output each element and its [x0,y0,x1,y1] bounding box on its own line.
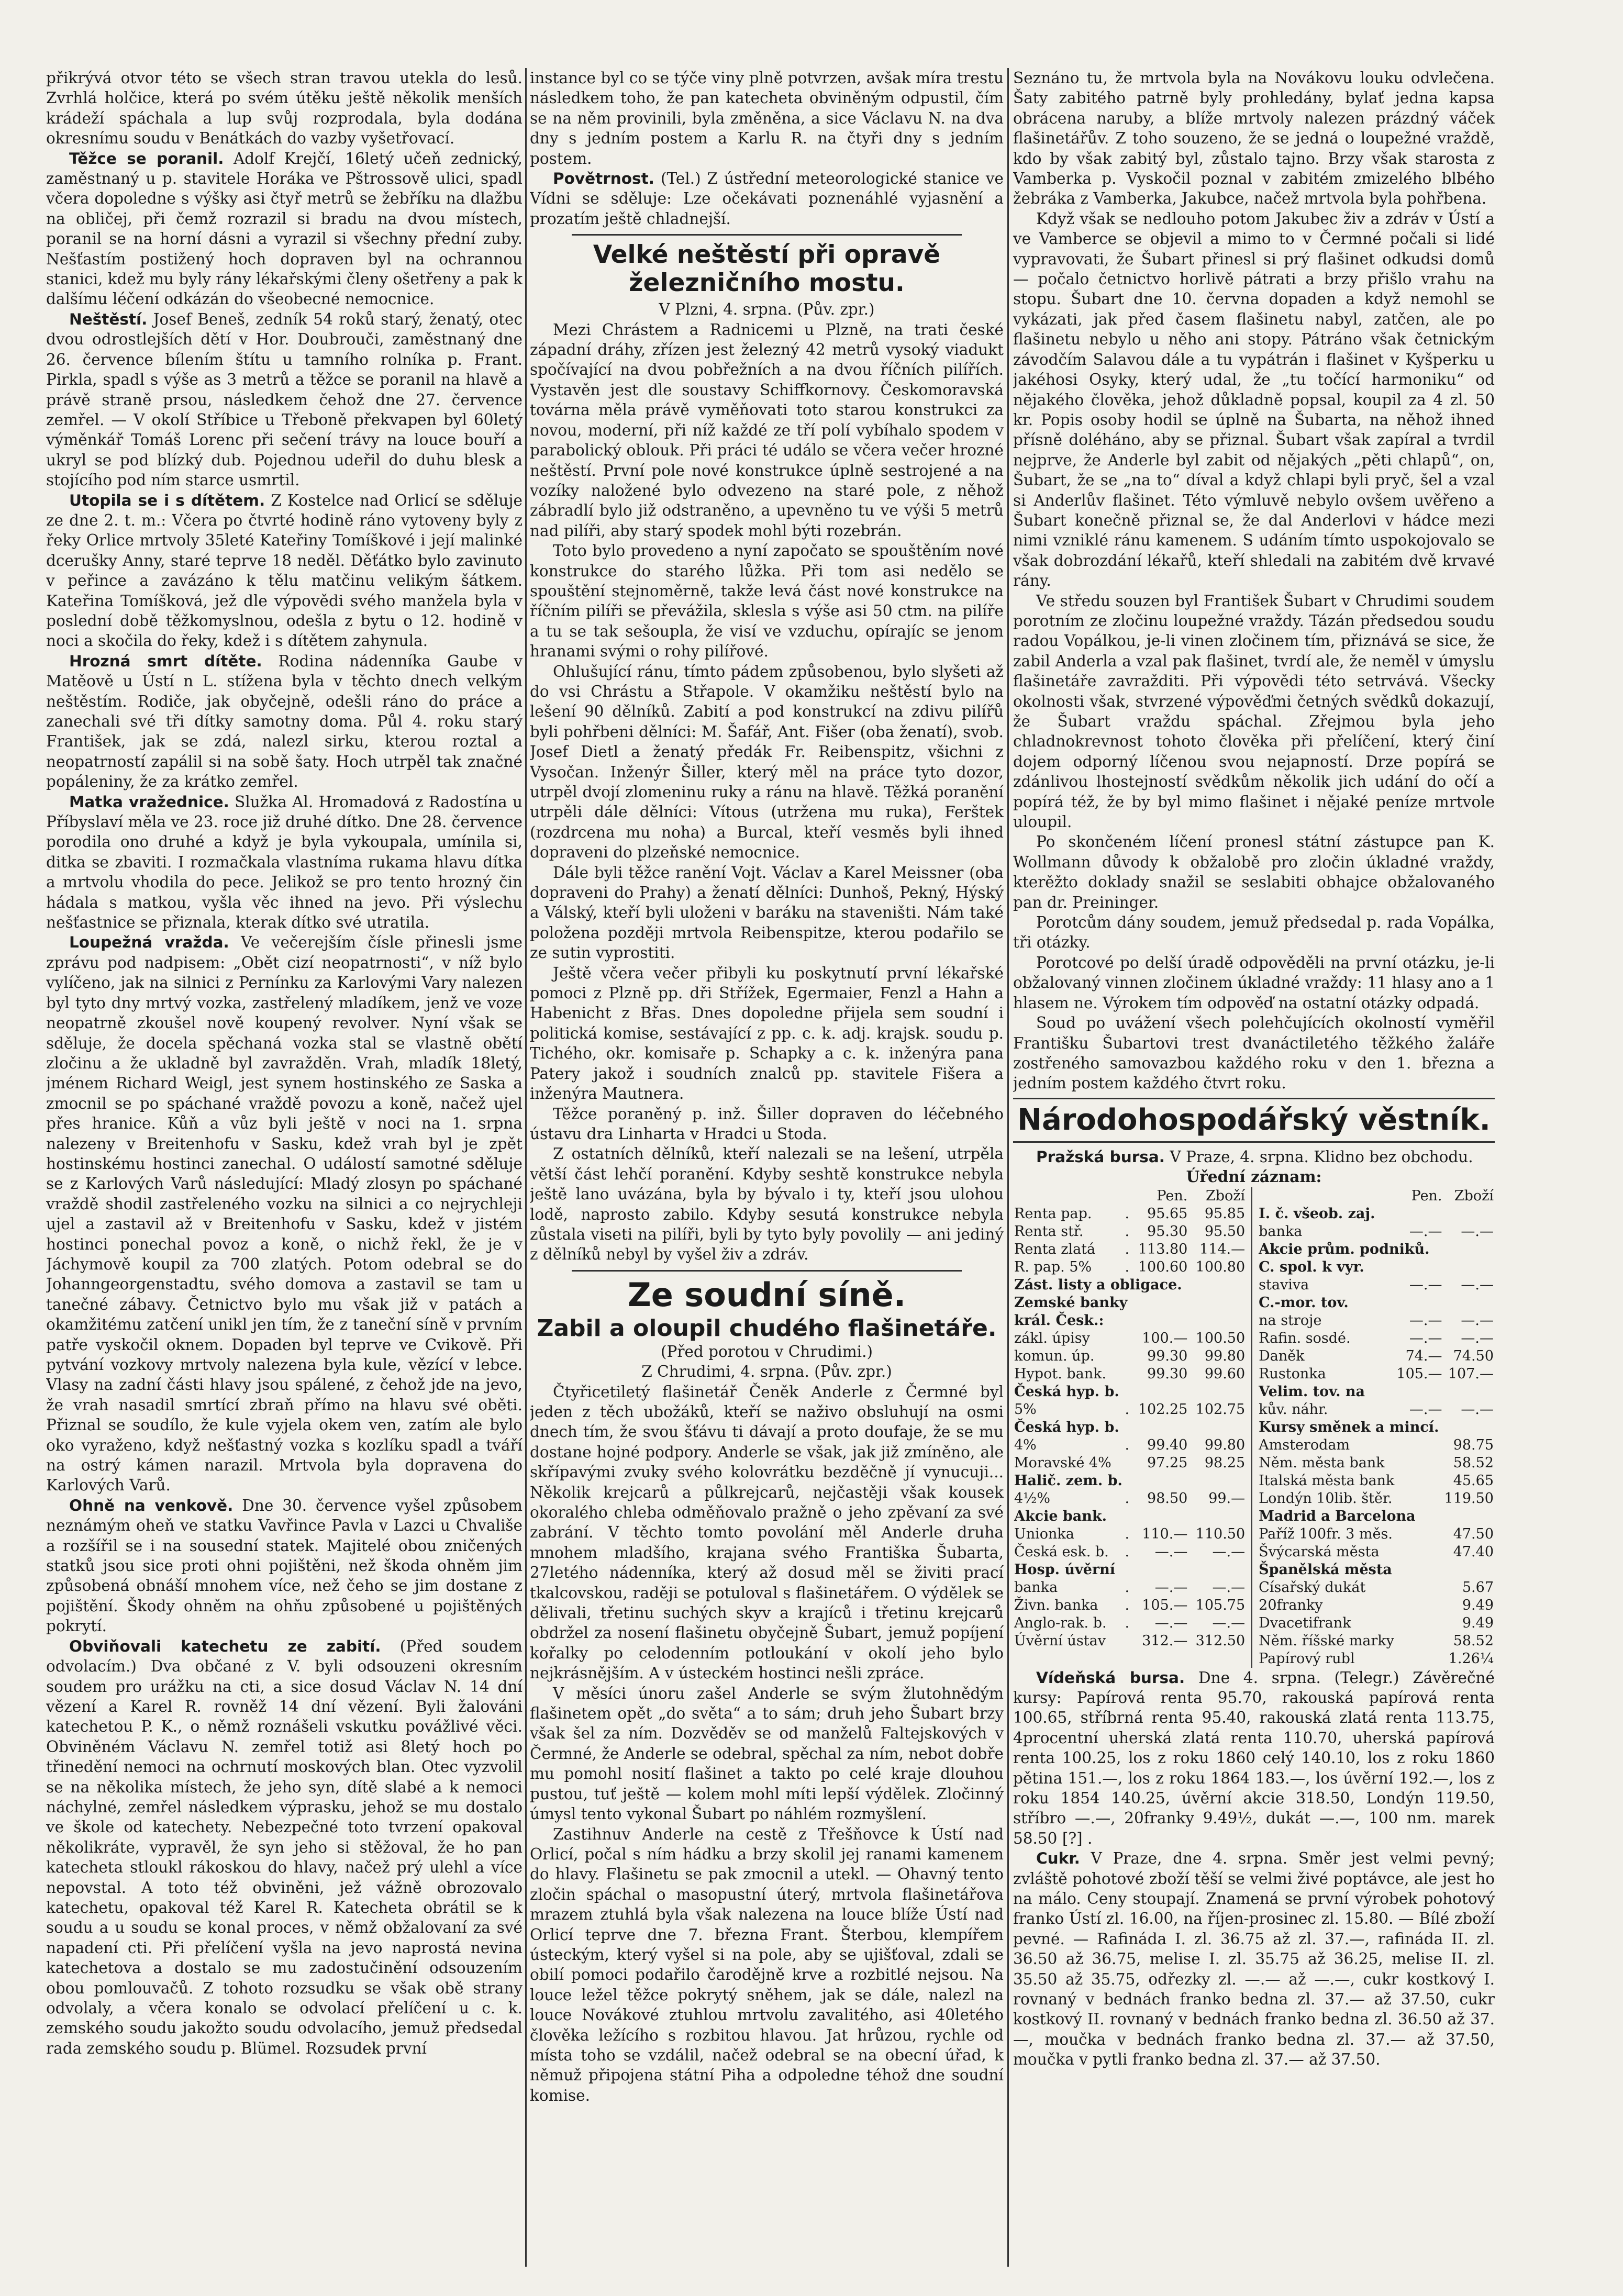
table-cell: 5.67 [1462,1579,1494,1596]
table-row [1258,1241,1495,1258]
table-cell: 114.— [1199,1241,1246,1257]
table-row [1258,1490,1495,1508]
table-row [1258,1276,1495,1294]
table-cell: Papírový rubl [1259,1650,1355,1667]
table-cell: . [1125,1258,1130,1275]
news-item [1013,1147,1495,1167]
table-row [1013,1454,1246,1472]
table-row [1258,1579,1495,1597]
table-cell: . [1125,1543,1130,1560]
news-item-text: Dne 4. srpna. (Telegr.) Závěrečné kursy: Papírová renta 95.70, rakouská papírová renta 100.65, stříbrná renta 95.40, rakouská zlatá renta 113.75, 4procentní uherská zlatá renta 110.70, uherská papírová renta 100.25, los z roku 1860 celý 140.10, los z roku 1860 pětina 151.—, los z roku 1864 183.—, los úvěrní 192.—, los z roku 1854 140.25, úvěrní akcie 318.50, Londýn 119.50, stříbro —.—, 20franky 9.49½, dukát —.—, 100 nm. marek 58.50 [?] . [1013,1668,1495,1847]
bourse-table [1013,1187,1495,1668]
table-cell: 99.30 [1147,1365,1188,1382]
table-cell: zákl. úpisy [1014,1330,1090,1346]
table-cell: 312.— [1142,1632,1188,1649]
table-cell: 107.— [1448,1365,1494,1382]
divider [572,234,962,236]
news-item [46,651,523,792]
table-row [1013,1401,1246,1419]
table-row [1013,1597,1246,1614]
news-item-text: Rodina nádenníka Gaube v Matěově u Ústí n L. stížena byla v těchto dnech velkým neštěstím. Rodiče, jak obyčejně, odešli ráno do práce a zanechali své tři dítky samotny doma. Půl 4. roku starý František, jak se zdá, nalezl sirku, kterou roztal a neopatrností zapálil si na sobě šaty. Hoch utrpěl tak značné popáleniny, že za krátko zemřel. [46,652,523,791]
table-cell: —.— [1154,1614,1188,1631]
news-item-heading: Povětrnost. [553,170,654,188]
table-row [1013,1472,1246,1490]
table-row [1013,1561,1246,1579]
table-cell: . [1125,1401,1130,1418]
column-header: Pen. [1411,1187,1442,1204]
news-item [46,932,523,1495]
table-cell: Akcie prům. podniků. [1259,1241,1430,1257]
table-cell: Akcie bank. [1014,1508,1107,1524]
article-paragraph: Zastihnuv Anderle na cestě z Třešňovce k Ústí nad Orlicí, počal s ním hádku a brzy skolil jej ranami kamenem do hlavy. Flašinetu se pak zmocnil a utekl. — Ohavný tento zločin spáchal o masopustní úterý, mrtvola flašinetářova mrazem ztuhlá byla však nalezena na louce blíže Ústí nad Orlicí teprve dne 7. března Frant. Šterbou, klempířem ústeckým, který vyšel si na pole, aby se ujišťoval, zdali se obilí pomoci podařilo čarodějně krve a rozbitlé nejsou. Na louce ležel těžce pokrytý sněhem, jak se dále, nalezl na louce Novákové ztuhlou mrtvolu zavalitého, asi 40letého člověka ležícího s rozbitou hlavou. Jat hrůzou, rychle od místa toho se vzdálil, načež odebral se na obecní úřad, k němuž připojena státní Piha a odpoledne téhož dne soudní komise. [530,1825,1004,2104]
article-paragraph: Toto bylo provedeno a nyní započato se spouštěním nové konstrukce do starého lůžka. Při tom asi nedělo se spouštění stejnoměrně, takže levá část nové konstrukce na říčním pilíři se převážila, sklesla s výše asi 50 ctm. na pilíře a tu se tak sešoupla, že visí ve vzduchu, opírajíc se jenom hranami svými o rohy pilířové. [530,542,1004,661]
table-cell: Zemské banky [1014,1294,1128,1311]
table-cell [1395,1490,1443,1508]
section-title: Národohospodářský věstník. [1017,1102,1491,1137]
news-item [46,309,523,491]
table-cell: 74.— [1405,1347,1442,1364]
table-cell: 100.50 [1195,1330,1246,1346]
divider [1013,1098,1495,1099]
table-cell: . [1125,1205,1130,1222]
table-cell: 100.— [1142,1330,1188,1346]
table-cell: Zást. listy a obligace. [1014,1276,1182,1293]
table-cell: 99.60 [1204,1365,1246,1382]
table-cell: Madrid a Barcelona [1259,1508,1416,1524]
table-cell: 97.25 [1147,1454,1188,1471]
table-cell: —.— [1212,1543,1246,1560]
table-row [1258,1472,1495,1490]
table-cell: C. spol. k vyr. [1259,1258,1364,1275]
divider [572,1270,962,1272]
table-cell: 95.30 [1147,1223,1188,1240]
table-cell: Anglo-rak. b. [1014,1614,1107,1631]
article-paragraph: Když však se nedlouho potom Jakubec živ a zdráv v Ústí a ve Vamberce se objevil a mimo to v Čermné počali si lidé vypravovati, že Šubart přinesl si prý flašinet odkudsi domů — počalo četnictvo horlivě pátrati a brzy přišlo vrahu na stopu. Šubart dne 10. června dopaden a když nemohl se vykázati, jak před časem flašinetu nabyl, zatčen, ale po flašinetu nebylo u něho ani stopy. Pátráno však četnickým závodčím Salavou dále a tu vypátrán i flašinet v Kyšperku u jakéhosi Osyky, který udal, že „tu točící harmoniku“ od nějakého člověka, jehož důkladně popsal, koupil za 4 zl. 50 kr. Popis osoby hodil se úplně na Šubarta, na něhož ihned přísně doléháno, aby se přiznal. Šubart však zapíral a tvrdil nejprve, že Anderle byl zabit od nějakých „pěti chlapů“, on, Šubart, že se „na to“ díval a když chlapi byli pryč, šel a vzal si Anderlův flašinet. Této výmluvě nebylo ovšem uvěřeno a Šubart konečně přiznal se, že dal Anderlovi v hádce mezi nimi vzniklé ránu kamenem. S udáním tímto uspokojovalo se však dobrozdání lékařů, kteří shledali na zabitém dvě krvavé rány. [1013,209,1495,590]
divider [1013,1141,1495,1143]
table-cell: Londýn 10lib. štěr. [1259,1490,1393,1507]
table-row [1258,1561,1495,1579]
table-cell: Italská města bank [1259,1472,1395,1489]
news-item-text: Ve večerejším čísle přinesli jsme zprávu pod nadpisem: „Obět cizí neopatrnosti“, v níž bylo vylíčeno, jak na silnici z Pernínku za Karlovými Vary nalezen byl tyto dny mrtvý vozka, zastřelený mladíkem, jenž ve voze neopatrně zkoušel nově koupený revolver. Nyní však se sděluje, že docela spěchaná vozka stal se vlastně obětí zločinu a že ukladně byl zavražděn. Vrah, mladík 18letý, jménem Richard Weigl, jest synem hostinského ze Saska a zmocnil se po spáchané vraždě povozu a koně, načež ujel přes hranice. Kůň a vůz byli ještě v noci na 1. srpna nalezeny v Breitenhofu v Sasku, kdež vrah byl je zpět hostinskému hostinci zanechal. O událostí samotné sděluje se z Karlových Varů následující: Mladý zlosyn po spáchané vraždě shodil zastřeleného vozku na silnici a co nejrychleji ujel a zastavil až v Breitenhofu v Sasku, kdež v jistém hostinci ponechal povoz a koně, o nichž řekl, že je v Jáchymově koupil za 700 zlatých. Potom odebral se do Johanngeorgenstadtu, svého domova a zastavil se tam u tanečné zábavy. Četnictvo bylo mu však již v patách a okamžitému zatčení unikl jen tím, že z taneční síně v prvním patře vyskočil oknem. Dopaden byl teprve ve Cvikově. Při pytvání vozkovy mrtvoly nalezena byla kule, vězící v lebce. Vlasy na zadní části hlavy jsou spálené, z čehož jde na jevo, že vrah nasadil smrtící zbraň přímo na hlavu své oběti. Přiznal se soudílo, že kule vyjela okem ven, zatím ale bylo oko vyraženo, když nešťastný vozka s kozlíku spadl a tváří na ostrý kámen narazil. Mrtvola byla dopravena do Karlových Varů. [46,933,523,1495]
news-item [46,491,523,651]
table-cell: Česká hyp. b. [1014,1419,1119,1435]
column-rule [525,68,527,2267]
table-cell [1124,1365,1131,1383]
table-cell: . [1125,1490,1130,1507]
table-cell: 105.— [1142,1597,1188,1613]
table-row [1258,1312,1495,1330]
table-cell: 110.— [1142,1525,1188,1542]
table-row [1258,1508,1495,1525]
table-cell: 47.50 [1453,1525,1494,1542]
table-row [1258,1632,1495,1650]
news-item-text: Adolf Krejčí, 16letý učeň zednický, zaměstnaný u p. stavitele Horáka ve Pštrossově ulici, spadl včera dopoledne s výšky asi čtyř metrů se žebříku na dlažbu na obličej, při čemž rozrazil si bradu na dvou místech, poranil se na horní dásni a vyrazil si všechny přední zuby. Nešťastím postižený hoch dopraven byl na ochrannou stanici, kdež mu byly rány lékařskými členy ošetřeny a pak k dalšímu léčení odkázán do všeobecné nemocnice. [46,149,523,308]
table-cell: Velim. tov. na [1259,1383,1365,1400]
table-cell: 5% [1014,1401,1037,1418]
table-divider [1251,1187,1252,1668]
news-item-text: Josef Beneš, zedník 54 roků starý, ženatý, otec dvou odrostlejších dětí v Hor. Doubrouči, zaměstnaný dne 26. července bílením štítu u tamního rolníka p. Frant. Pirkla, spadl s výše as 3 metrů a těžce se poranil na hlavě a právě straně prsou, následkem čehož dne 27. července zemřel. — V okolí Stříbice u Třeboně překvapen byl 60letý výměnkář Tomáš Lorenc při sečení trávy na louce bouří a ukryl se pod blízký dub. Pojednou udeřil do duhu blesk a stojícího pod ním starce usmrtil. [46,310,523,489]
table-cell: . [1125,1579,1130,1596]
table-cell: komun. úp. [1014,1347,1095,1364]
table-cell: Něm. města bank [1259,1454,1385,1471]
table-cell [1124,1330,1131,1347]
table-cell: 95.85 [1204,1205,1246,1222]
table-cell [1395,1614,1443,1632]
table-cell: Paříž 100fr. 3 měs. [1259,1525,1393,1542]
table-cell: —.— [1461,1330,1494,1346]
article-paragraph: Ve středu souzen byl František Šubart v Chrudimi soudem porotním ze zločinu loupežné vraždy. Tázán předsedou soudu radou Vopálkou, je-li vinen zločinem tím, přiznává se sice, že zabil Anderla a vzal pak flašinet, tvrdí ale, že neměl v úmyslu flašinetáře zavražditi. Při výpovědi této setrvává. Všecky okolnosti však, stvrzené výpověďmi četných svědků dokazují, že Šubart vraždu spáchal. Zřejmou byla jeho chladnokrevnost tohoto člověka při přelíčení, který činí dojem odporný líčenou svou nejapností. Drze popírá se zdánlivou lhostejností svědkům několik jich udání do očí a popírá též, že by byl mimo flašinet i nějaké peníze mrtvole uloupil. [1013,592,1495,831]
table-cell: —.— [1461,1401,1494,1418]
table-cell: 119.50 [1444,1490,1494,1507]
table-row [1258,1365,1495,1383]
table-row [1013,1614,1246,1632]
news-item [46,1496,523,1636]
court-note: (Před porotou v Chrudimi.) [660,1342,873,1361]
table-row [1258,1401,1495,1419]
table-cell: Moravské 4% [1014,1454,1111,1471]
news-item [1013,1848,1495,2069]
table-cell: 312.50 [1195,1632,1246,1649]
table-row [1258,1294,1495,1312]
dateline: V Plzni, 4. srpna. (Pův. zpr.) [659,300,875,319]
article-paragraph: přikrývá otvor této se všech stran travou utekla do lesů. Zvrhlá holčice, která po svém útěku ještě několik menších krádeží spáchala a lup svůj rozprodala, byla dodána okresnímu soudu v Benátkách do vazby vyšetřovací. [46,69,523,148]
news-item [46,1636,523,2059]
table-row [1013,1223,1246,1241]
table-row [1013,1365,1246,1383]
news-item-text: (Tel.) Z ústřední meteorologické stanice ve Vídni se sděluje: Lze očekávati poznenáhlé vyjasnění a prozatím ještě chladnejší. [530,170,1004,228]
table-cell: Rustonka [1259,1365,1326,1382]
article-paragraph: Z ostatních dělníků, kteří nalezali se na lešení, utrpěla větší část lehčí poranění. Kdyby seshtě konstrukce nebyla ještě lano uvázána, byla by bývalo i ty, kteří jsou ulohou lodě, naprosto zabilo. Kdyby sesutá konstrukce nebyla zůstala viseti na pilíři, byli by tyto byly povolily — ani jediný z dělníků nebyl by vyšel živ a zdráv. [530,1145,1004,1264]
news-item [530,169,1004,229]
table-cell [1395,1472,1443,1490]
article-headline: Velké neštěstí při opravě železničního mostu. [593,240,941,298]
table-cell: 99.40 [1147,1436,1188,1453]
table-cell: Renta pap. [1014,1205,1092,1222]
table-cell: —.— [1212,1579,1246,1596]
table-row [1258,1205,1495,1223]
table-row [1013,1419,1246,1436]
table-cell: 110.50 [1195,1525,1246,1542]
table-cell: 102.25 [1138,1401,1188,1418]
table-cell: Živn. banka [1014,1597,1098,1613]
table-row [1013,1258,1246,1276]
news-item-heading: Neštěstí. [69,310,148,328]
article-paragraph: Čtyřicetiletý flašinetář Čeněk Anderle z Čermné byl jeden z těch ubožáků, kteří se naživo obsluhují na osmi dnech tím, že svou šťávu ti dávají a proto doufaje, že se mu dostane hojné podpory. Anderle se však, jak již zmíněno, ale skřípavými zvuky svého kolovrátku bezděčně jí vynucuji... Několik krejcarů a půlkrejcarů, nejčastěji však kousek okoralého chleba odměňovalo pražně o jeho zpěvaní za své zabrání. V těchto tomto povolání měl Anderle druha mnohem mladšího, krajana svého Františka Šubarta, 27letého nádenníka, který až dosud měl se živiti prací tkalcovskou, raději se potuloval s flašinetářem. O výdělek se dělivali, třetinu suchých skyv a krajíců i třetinu krejcarů obdržel za nosení flašinetu obyčejně Šubart, jemuž popíjení kořalky po celodenním potloukání v okolí jeho bylo nejkrásnějším. A v ústeckém hostinci nešli zpráce. [530,1383,1004,1682]
article-paragraph: Soud po uvážení všech polehčujících okolností vyměřil Františku Šubartovi trest dvanáctiletého těžkého žaláře zostřeného samovazbou každého roku v den 1. března a jedním postem každého čtvrt roku. [1013,1014,1495,1093]
table-row [1013,1241,1246,1258]
table-cell: 102.75 [1195,1401,1246,1418]
table-cell: 105.— [1396,1365,1442,1382]
table-row [1013,1294,1246,1312]
table-row [1013,1383,1246,1401]
news-item-text: V Praze, dne 4. srpna. Směr jest velmi pevný; zvláště pohotové zboží těší se velmi živé poptávce, ale jest ho na málo. Ceny stoupají. Znamená se první výrobek pohotový franko Ústí zl. 16.00, na říjen-prosinec zl. 15.80. — Bílé zboží pevné. — Rafináda I. zl. 36.75 až zl. 37.—, rafináda II. zl. 36.50 až 36.75, melise I. zl. 35.75 až 36.25, melise II. zl. 35.50 až 35.75, odřezky zl. —.— až —.—, cukr kostkový I. rovnaný v bednách franko bedna zl. 37.— až 37.50, cukr kostkový II. rovnaný v bednách franko bedna zl. 36.50 až 37.—, moučka v bednách franko bedna zl. 37.— až 37.50, moučka v pytli franko bedna zl. 37.— až 37.50. [1013,1849,1495,2069]
table-row [1013,1312,1246,1330]
table-row [1013,1543,1246,1561]
table-cell: . [1125,1525,1130,1542]
news-item [46,792,523,933]
table-cell: 47.40 [1453,1543,1494,1560]
table-row [1258,1347,1495,1365]
news-item-heading: Utopila se i s dítětem. [69,491,265,509]
table-cell [1395,1454,1443,1472]
table-row [1013,1632,1246,1650]
table-cell: 74.50 [1453,1347,1494,1364]
table-cell: Renta zlatá [1014,1241,1096,1257]
table-cell: Švýcarská města [1259,1543,1380,1560]
table-row [1258,1436,1495,1454]
table-row [1013,1508,1246,1525]
table-cell: Hypot. bank. [1014,1365,1107,1382]
table-cell: 1.26¼ [1448,1650,1494,1667]
table-cell: . [1125,1614,1130,1631]
table-cell: —.— [1154,1543,1188,1560]
news-item [1013,1668,1495,1849]
table-cell [1124,1454,1131,1472]
table-row [1013,1525,1246,1543]
table-cell: Daněk [1259,1347,1305,1364]
table-cell: —.— [1461,1312,1494,1329]
column-header: Zboží [1205,1187,1246,1204]
table-cell: 99.— [1208,1490,1246,1507]
table-cell: —.— [1409,1330,1442,1346]
dateline: Z Chrudimi, 4. srpna. (Pův. zpr.) [641,1363,892,1381]
table-row [1258,1650,1495,1668]
news-item-heading: Ohně na venkově. [69,1496,234,1514]
table-cell: Unionka [1014,1525,1074,1542]
table-cell: —.— [1409,1401,1442,1418]
column-1 [46,68,523,2267]
table-cell: Halič. zem. b. [1014,1472,1122,1489]
table-cell: 99.80 [1204,1436,1246,1453]
news-item-heading: Cukr. [1036,1849,1080,1868]
table-cell: I. č. všeob. zaj. [1259,1205,1375,1222]
table-cell: kův. náhr. [1259,1401,1328,1418]
table-cell: 98.50 [1147,1490,1188,1507]
news-item-heading: Matka vražednice. [69,793,229,811]
news-item-text: Z Kostelce nad Orlicí se sděluje ze dne 2. t. m.: Včera po čtvrté hodině ráno vytoveny byly z řeky Orlice mrtvoly 35leté Kateřiny Tomíškové i její malinké dcerušky Anny, staré teprve 18 neděl. Děťátko bylo zavinuto v peřince a zavázáno k tělu matčinu velikým šátkem. Kateřina Tomíšková, jež dle výpovědi svého manžela byla v poslední době těžkomyslnou, odešla z bytu o 12. hodině v noci a skočila do řeky, kdež i s dítětem zahynula. [46,491,523,650]
table-cell: Něm. říšské marky [1259,1632,1394,1649]
table-cell: 20franky [1259,1597,1323,1613]
table-row [1013,1490,1246,1508]
column-3 [1013,68,1495,2267]
table-cell [1395,1597,1443,1614]
column-header: Zboží [1454,1187,1494,1204]
table-cell: Amsterodam [1259,1436,1350,1453]
table-cell: R. pap. 5% [1014,1258,1092,1275]
table-cell: Dvacetifrank [1259,1614,1351,1631]
table-cell: 100.60 [1138,1258,1188,1275]
table-cell: 45.65 [1453,1472,1494,1489]
table-cell: C.-mor. tov. [1259,1294,1349,1311]
table-row [1258,1454,1495,1472]
table-cell: král. Česk.: [1014,1312,1104,1329]
table-row [1258,1258,1495,1276]
table-cell: Císařský dukát [1259,1579,1366,1596]
article-paragraph: Ještě včera večer přibyli ku poskytnutí první lékařské pomoci z Plzně pp. dři Střížek, Egermaier, Fenzl a Hahn a Habenicht z Břas. Dnes dopoledne přijela sem soudní i politická komise, sestávající z pp. c. k. adj. krajsk. soudu p. Tichého, okr. komisaře p. Schapky a c. k. inženýra pana Patery jakož i soudních znalců pp. stavitele Fišera a inženýra Mautnera. [530,964,1004,1103]
table-cell: na stroje [1259,1312,1322,1329]
news-item-text: Služka Al. Hromadová z Radostína u Příbyslaví měla ve 23. roce již druhé dítko. Dne 28. července porodila ono druhé a když je byla vykoupala, umínila si, ditka se zbaviti. I rozmačkala vlastníma rukama hlavu dítka a mrtvolu vhodila do pece. Jelikož se pro tento hrozný čin hádala s matkou, vyšla věc ihned na jevo. Při výslechu nešťastnice se přiznala, kterak dítko své utratila. [46,793,523,932]
table-cell [1395,1436,1443,1454]
column-2 [530,68,1004,2267]
table-row [1013,1276,1246,1294]
table-cell: —.— [1409,1276,1442,1293]
table-cell: 98.75 [1453,1436,1494,1453]
table-cell: 9.49 [1462,1614,1494,1631]
news-item [46,149,523,309]
table-row [1258,1614,1495,1632]
table-row [1258,1419,1495,1436]
table-cell: . [1125,1223,1130,1240]
table-cell: 98.25 [1204,1454,1246,1471]
table-row [1258,1543,1495,1561]
news-item-text: (Před soudem odvolacím.) Dva občané z V. byli odsouzeni okresním soudem pro urážku na cti, a sice dosud Václav N. 14 dní vězení a Karel R. rovněž 14 dní vězení. Byli žalováni katechetou P. K., o němž roznášeli vskutku povážlivé věci. Obviněném Václavu N. zemřel totiž asi 8letý hoch po třinedění nemoci na ochrnutí moskových blan. Otec vyzvolil se na několika místech, že jeho syn, dítě slabé a k nemoci náchylné, zemřel následkem výprasku, jehož se mu dostalo ve škole od katechety. Nebezpečné toto tvrzení opakoval několikráte, vypravěl, že syn jeho si stěžoval, že ho pan katecheta stloukl rákoskou do hlavy, načež prý ulehl a více nepovstal. A toto též obviněni, jež vážně obrozovalo katechetu, opakoval též Karel R. Katecheta obrátil se k soudu a u soudu se konal proces, v němž obžalovaní za své napadení cti. Při přelíčení vyšla na jevo naprostá nevina katechetova a dostalo se mu zadostučinění odsouzením obou pomlouvačů. Z tohoto rozsudku se však obě strany odvolaly, a včera konalo se odvolací přelíčení u c. k. zemského soudu jakožto soudu odvolacího, jemuž předsedal rada zemského soudu p. Blümel. Rozsudek první [46,1637,523,2057]
table-row [1013,1330,1246,1347]
table-cell: —.— [1461,1276,1494,1293]
table-cell: —.— [1212,1614,1246,1631]
table-cell: 95.50 [1204,1223,1246,1240]
table-cell: 9.49 [1462,1597,1494,1613]
table-cell: 58.52 [1453,1632,1494,1649]
table-cell [1395,1632,1443,1650]
table-row [1013,1579,1246,1597]
news-item-heading: Obviňovali katechetu ze zabití. [69,1637,381,1655]
table-cell: Kursy směnek a mincí. [1259,1419,1439,1435]
table-row [1258,1383,1495,1401]
bourse-table-left [1013,1187,1246,1668]
table-cell: Hosp. úvěrní [1014,1561,1116,1578]
table-row [1258,1330,1495,1347]
news-item-heading: Hrozná smrt dítěte. [69,652,262,670]
article-paragraph: Po skončeném líčení pronesl státní zástupce pan K. Wollmann důvody k obžalobě pro zločin úkladné vraždy, kterěžto doklady snažil se seslabiti obhajce obžalovaného pan dr. Preininger. [1013,833,1495,911]
table-cell [1395,1650,1443,1668]
table-cell [1395,1525,1443,1543]
article-headline: Zabil a oloupil chudého flašinetáře. [537,1314,997,1342]
table-cell: banka [1014,1579,1058,1596]
table-cell: . [1125,1241,1130,1257]
table-row [1258,1525,1495,1543]
article-paragraph: Seznáno tu, že mrtvola byla na Novákovu louku odvlečena. Šaty zabitého patrně byly prohledány, bylať jedna kapsa obrácena naruby, a blíže mrtvoly nalezen prázdný váček flašinetářův. Z toho souzeno, že se jedná o loupežné vraždě, kdo by však zabitý byl, zůstalo tajno. Brzy však starosta z Vamberka p. Vyskočil poznal v zabitém zmizelého blbého žebráka z Vamberka, Jakubce, načež mrtvola byla pohřbena. [1013,69,1495,208]
table-row [1013,1205,1246,1223]
news-item-heading: Loupežná vražda. [69,933,229,952]
table-cell: 100.80 [1195,1258,1246,1275]
table-cell: 4½% [1014,1490,1051,1507]
news-item-heading: Vídeňská bursa. [1036,1668,1185,1687]
table-cell: —.— [1409,1223,1442,1240]
table-cell [1395,1579,1443,1597]
column-header: Pen. [1157,1187,1188,1204]
article-paragraph: Těžce poraněný p. inž. Šiller dopraven do léčebného ústavu dra Linharta v Hradci u Stoda. [530,1105,1004,1143]
section-title: Ze soudní síně. [627,1275,906,1314]
table-cell: 105.75 [1195,1597,1246,1613]
table-row [1013,1436,1246,1454]
table-cell: Úvěrní ústav [1014,1632,1106,1649]
article-paragraph: Ohlušující ránu, tímto pádem způsobenou, bylo slyšeti až do vsi Chrástu a Střapole. V okamžiku neštěstí bylo na lešení 90 dělníků. Zabití a pod konstrukcí na zdivu pilířů byli pohřbeni dělníci: M. Šafář, Ant. Fišer (oba ženatí), svob. Josef Dietl a ženatý předák Fr. Reibenspitz, všichni z Vysočan. Inženýr Šiller, který měl na práce tyto dozor, utrpěl dvojí zlomeninu ruky a ránu na hlavě. Těžká poranění utrpěli dále dělníci: Vítous (utržena mu ruka), Ferštek (rozdrcena mu noha) a Burcal, kteří vesměs byli ihned dopraveni do plzeňské nemocnice. [530,662,1004,862]
table-cell: Španělská města [1259,1561,1392,1578]
table-cell: 95.65 [1147,1205,1188,1222]
table-cell: Česká hyp. b. [1014,1383,1119,1400]
table-heading: Úřední záznam: [1186,1167,1322,1186]
table-cell: 58.52 [1453,1454,1494,1471]
table-cell: . [1125,1597,1130,1613]
table-cell: —.— [1154,1579,1188,1596]
table-cell: 4% [1014,1436,1037,1453]
table-row [1258,1223,1495,1241]
article-paragraph: V měsíci únoru zašel Anderle se svým žlutohnědým flašinetem opět „do světa“ a to sám; druh jeho Šubart brzy však šel za ním. Dozvěděv se od manželů Faltejskových v Čermné, že Anderle se odebral, spěchal za ním, nebot dobře mu pomohl nosití flašinet a takto po celé kraje dlouhou pustou, tuť ještě — kolem mohl míti lepší výdělek. Zločinný úmysl tento vykonal Šubart po náhlém rozmyšlení. [530,1684,1004,1823]
news-item-heading: Těžce se poranil. [69,149,224,168]
table-cell [1124,1632,1131,1650]
table-cell: Renta stř. [1014,1223,1084,1240]
article-paragraph: Mezi Chrástem a Radnicemi u Plzně, na trati české západní dráhy, zřízen jest železný 42 metrů vysoký viadukt spočívající na dvou pobřežních a na dvou říčních pilířích. Vystavěn jest dle soustavy Schiffkornovy. Českomoravská továrna měla právě vyměňovati toto starou konstrukci za novou, moderní, při níž každé ze tří polí vybíhalo spodem v parabolický oblouk. Při práci té událo se včera večer hrozné neštěstí. První pole nové konstrukce úplně sestrojené a na vozíky naložené bylo odvezeno na staré pole, z něhož zábradlí bylo již odstraněno, a upevněno tu ve výši 5 metrů nad pilíři, aby starý spodek mohl býti rozebrán. [530,320,1004,540]
table-cell: 99.30 [1147,1347,1188,1364]
article-paragraph: instance byl co se týče viny plně potvrzen, avšak míra trestu následkem toho, že pan katecheta obviněným odpustil, čím se na něm provinili, byla změněna, a sice Václavu N. na dva dny s jedním postem a Karlu R. na čtyři dny s jedním postem. [530,69,1004,168]
table-cell [1395,1543,1443,1561]
table-row [1013,1347,1246,1365]
table-cell [1124,1347,1131,1365]
news-item-text: V Praze, 4. srpna. Klidno bez obchodu. [1170,1147,1473,1166]
table-cell: —.— [1409,1312,1442,1329]
table-row [1258,1597,1495,1614]
table-cell: 99.80 [1204,1347,1246,1364]
news-item-heading: Pražská bursa. [1036,1147,1165,1166]
article-paragraph: Dále byli těžce ranění Vojt. Václav a Karel Meissner (oba dopraveni do Prahy) a ženatí dělníci: Dunhoš, Pekný, Hýský a Válský, kteří byli uloženi v baráku na staveništi. Nám také položena později mrtvola Reibenspitze, kterou podařilo se ze sutin vyprostiti. [530,863,1004,962]
table-cell: staviva [1259,1276,1309,1293]
table-cell: Česká esk. b. [1014,1543,1109,1560]
table-cell: —.— [1461,1223,1494,1240]
table-cell: Rafin. sosdé. [1259,1330,1351,1346]
table-cell: banka [1259,1223,1303,1240]
table-cell: 113.80 [1138,1241,1188,1257]
column-rule [1007,68,1009,2267]
table-cell: . [1125,1436,1130,1453]
article-paragraph: Porotcové po delší úradě odpověděli na první otázku, je-li obžalovaný vinnen zločinem úkladné vraždy: 11 hlasy ano a 1 hlasem ne. Výrokem tím odpověď na ostatní otázky odpadá. [1013,953,1495,1012]
article-paragraph: Porotcům dány soudem, jemuž předsedal p. rada Vopálka, tři otázky. [1013,913,1495,952]
news-item-text: Dne 30. července vyšel způsobem neznámým oheň ve statku Vavřince Pavla v Lazci u Chvališe a rozšířil se i na sousední statek. Majitelé obou zničených statků jsou sice proti ohni pojištěni, než škoda ohněm jim způsobená obnáší mnohem více, než čeho se jim dostane z pojištění. Škody ohněm na ohňu způsobené u pojištěných pokrytí. [46,1496,523,1635]
bourse-table-right [1258,1187,1495,1668]
